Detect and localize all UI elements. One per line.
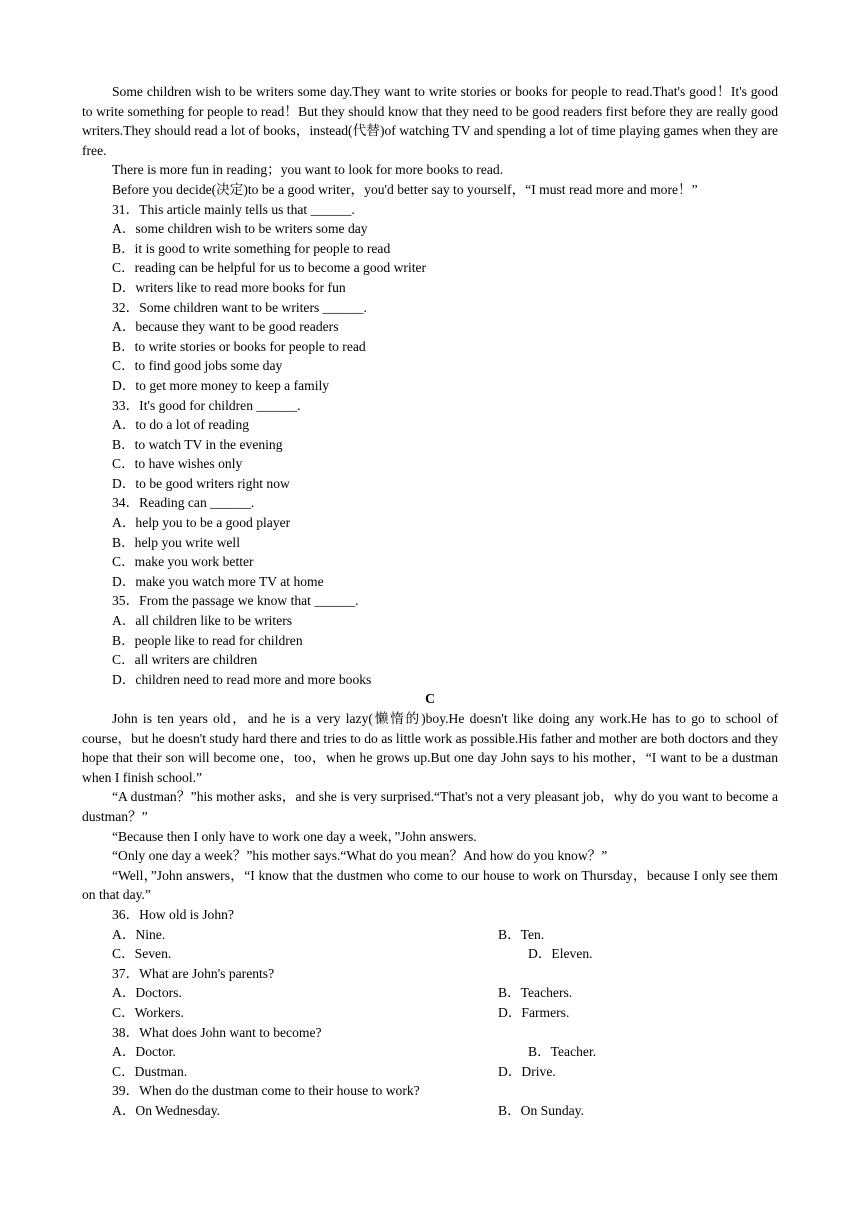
option-b: B．to watch TV in the evening bbox=[112, 436, 283, 452]
option-c: C．to have wishes only bbox=[112, 456, 243, 472]
option-b: B．Ten. bbox=[498, 926, 545, 942]
option-row bbox=[82, 1062, 778, 1082]
option-c: C．Seven. bbox=[112, 946, 172, 962]
section-heading: C bbox=[425, 691, 435, 707]
option-c: C．all writers are children bbox=[112, 652, 258, 668]
question-stem: 36．How old is John? bbox=[112, 906, 234, 922]
passage-paragraph: There is more fun in reading；you want to look for more books to read. bbox=[112, 162, 504, 178]
option-a: A．help you to be a good player bbox=[112, 515, 291, 531]
passage-paragraph: Some children wish to be writers some day.They want to write stories or books for people to read.That's good！It's good to write something for people to read！But they should know that they need to be good readers first before they are really good writers.They should read a lot of books，instead(代替)of watching TV and spending a lot of time playing games when they are free. bbox=[82, 84, 778, 158]
option-a: A．all children like to be writers bbox=[112, 613, 293, 629]
option-row bbox=[82, 925, 778, 945]
option-b: B．help you write well bbox=[112, 534, 240, 550]
question-stem: 39．When do the dustman come to their house to work? bbox=[112, 1083, 420, 1099]
passage-paragraph: John is ten years old，and he is a very lazy(懒惰的)boy.He doesn't like doing any work.He has to go to school of course，but he doesn't study hard there and tries to do as little work as possible.His father and mother are both doctors and they hope that their son will become one，too，when he grows up.But one day John says to his mother，“I want to be a dustman when I finish school.” bbox=[82, 711, 778, 785]
question-stem: 31．This article mainly tells us that ______. bbox=[112, 201, 355, 217]
option-d: D．writers like to read more books for fun bbox=[112, 279, 346, 295]
option-d: D．make you watch more TV at home bbox=[112, 573, 324, 589]
question-stem: 33．It's good for children ______. bbox=[112, 397, 301, 413]
option-b: B．it is good to write something for people to read bbox=[112, 240, 391, 256]
option-d: D．Farmers. bbox=[498, 1004, 570, 1020]
option-b: B．to write stories or books for people to read bbox=[112, 338, 366, 354]
question-stem: 35．From the passage we know that ______. bbox=[112, 593, 359, 609]
option-c: C．Dustman. bbox=[112, 1063, 188, 1079]
option-b: B．On Sunday. bbox=[498, 1102, 584, 1118]
option-a: A．Nine. bbox=[112, 926, 166, 942]
passage-paragraph: “Well，”John answers，“I know that the dustmen who come to our house to work on Thursday，because I only see them on that day.” bbox=[82, 867, 778, 903]
passage-paragraph: Before you decide(决定)to be a good writer，you'd better say to yourself，“I must read more and more！” bbox=[112, 181, 698, 197]
option-c: C．Workers. bbox=[112, 1004, 184, 1020]
option-a: A．because they want to be good readers bbox=[112, 319, 339, 335]
option-a: A．Doctors. bbox=[112, 985, 182, 1001]
question-stem: 38．What does John want to become? bbox=[112, 1024, 322, 1040]
passage-paragraph: “Only one day a week？”his mother says.“What do you mean？And how do you know？” bbox=[112, 848, 608, 864]
option-d: D．to be good writers right now bbox=[112, 475, 290, 491]
passage-paragraph: “Because then I only have to work one day a week，”John answers. bbox=[112, 828, 477, 844]
option-d: D．Eleven. bbox=[528, 946, 593, 962]
document-page bbox=[82, 82, 778, 1120]
option-c: C．to find good jobs some day bbox=[112, 358, 283, 374]
option-d: D．Drive. bbox=[498, 1063, 556, 1079]
option-b: B．Teacher. bbox=[528, 1044, 597, 1060]
option-row bbox=[82, 944, 778, 964]
option-a: A．some children wish to be writers some day bbox=[112, 221, 368, 237]
passage-paragraph: “A dustman？”his mother asks，and she is very surprised.“That's not a very pleasant job，why do you want to become a dustman？” bbox=[82, 789, 778, 824]
option-d: D．to get more money to keep a family bbox=[112, 377, 330, 393]
option-b: B．Teachers. bbox=[498, 985, 573, 1001]
question-stem: 34．Reading can ______. bbox=[112, 495, 255, 511]
option-c: C．reading can be helpful for us to become a good writer bbox=[112, 260, 427, 276]
option-a: A．Doctor. bbox=[112, 1044, 176, 1060]
option-a: A．On Wednesday. bbox=[112, 1102, 221, 1118]
option-row bbox=[82, 1042, 778, 1062]
option-d: D．children need to read more and more books bbox=[112, 671, 372, 687]
option-row bbox=[82, 1003, 778, 1023]
question-stem: 32．Some children want to be writers ______. bbox=[112, 299, 367, 315]
option-b: B．people like to read for children bbox=[112, 632, 303, 648]
question-stem: 37．What are John's parents? bbox=[112, 965, 275, 981]
option-row bbox=[82, 1101, 778, 1121]
option-row bbox=[82, 983, 778, 1003]
option-c: C．make you work better bbox=[112, 554, 254, 570]
option-a: A．to do a lot of reading bbox=[112, 417, 250, 433]
